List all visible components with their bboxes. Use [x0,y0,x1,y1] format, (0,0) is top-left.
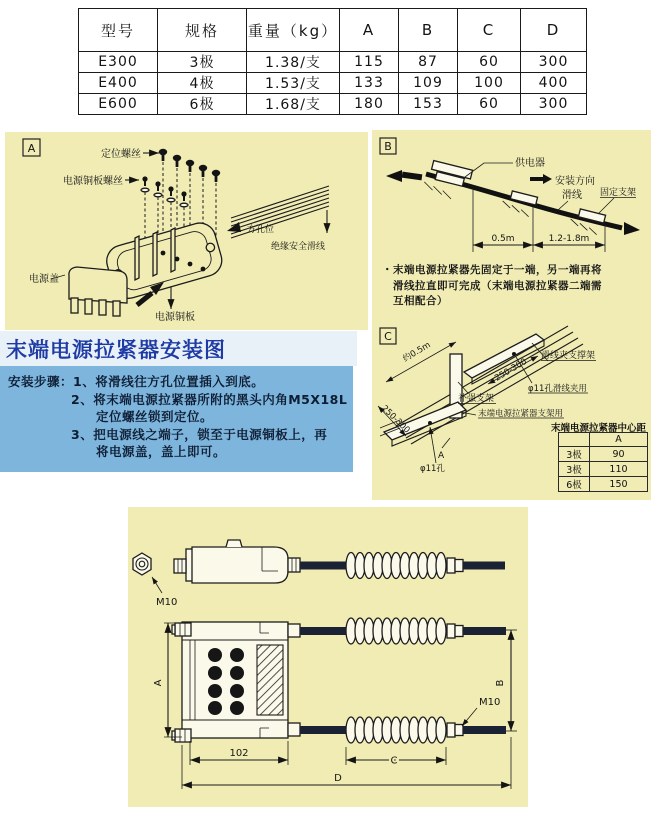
label-power-cover: 电源盖 [29,274,59,285]
rod [463,726,506,734]
cell: E300 [79,52,158,73]
table-row [79,94,587,115]
cell: 150 [590,477,648,492]
label-wire: 滑线 [562,190,582,201]
dim-102: 102 [229,748,249,759]
note-line: ・末端电源拉紧器先固定于一端，另一端再将 [382,264,602,276]
cell: 300 [521,52,587,73]
square-hole-arrow-icon [227,222,241,232]
dim-span-lower: 250-300 [379,403,412,436]
cell [559,433,590,447]
cell: 115 [340,52,399,73]
cell: 300 [521,94,587,115]
cell: 1.38/支 [247,52,340,73]
label-copper-screw: 电源铜板螺丝 [63,176,123,187]
rod [463,627,506,635]
positioning-screws [159,149,220,182]
cell: 110 [590,462,648,477]
side-view [174,540,505,583]
mini-table-title: 末端电源拉紧器中心距 [551,423,647,434]
install-title-band [0,331,357,366]
label-tensioner-bracket: 末端电源拉紧器支架用 [478,409,564,419]
cell: 400 [521,73,587,94]
wire-bracket [500,189,537,217]
label-square-hole: 方孔位 [247,225,275,235]
cell: 109 [399,73,458,94]
col-header-model: 型号 [79,9,158,52]
label-phi11-hole: φ11孔 [420,464,445,474]
label-a-mark: A [438,451,445,461]
install-steps [0,366,353,472]
col-header-b: B [399,9,458,52]
cell: 60 [458,52,521,73]
copper-plate-screws [141,176,188,206]
panel-bc [372,130,651,500]
step-line: 定位螺丝锁到定位。 [96,409,214,424]
label-m10-nut: M10 [156,597,178,608]
panel-a [5,132,368,330]
table-row [79,52,587,73]
tensioner-drawing [128,507,528,807]
cell: 180 [340,94,399,115]
center-distance-table [558,432,648,492]
note-line: 滑线拉直即可完成（末端电源拉紧器二端需 [393,279,602,292]
cell: 6极 [559,477,590,492]
cell: 90 [590,447,648,462]
spring [346,717,446,743]
label-m10-rod: M10 [479,697,501,708]
cell: 3极 [559,447,590,462]
cell: 87 [399,52,458,73]
label-clamp-bracket: 滑线夹支撑架 [541,351,596,361]
cell: 153 [399,94,458,115]
direction-arrow-icon [543,174,552,184]
panel-drawing [128,507,528,807]
cell: 3极 [158,52,247,73]
cell: 100 [458,73,521,94]
dim-a: A [153,679,164,687]
label-feeder: 供电器 [515,158,545,169]
label-hole-clamp: φ11孔滑线夹用 [528,384,587,394]
label-reinforce: 补强支架 [458,394,495,404]
cell: 4极 [158,73,247,94]
cell: A [590,433,648,447]
label-bracket: 固定支架 [600,188,637,198]
safety-wire-rail [231,186,329,238]
wire-left-arrow-icon [386,170,402,182]
table-row [559,462,648,477]
table-row [559,447,648,462]
label-copper-plate: 电源铜板 [155,312,195,323]
cell: 1.53/支 [247,73,340,94]
cell: E400 [79,73,158,94]
plan-view [172,618,506,743]
rod [300,627,346,635]
note-line: 互相配合） [393,295,448,307]
step-line: 将电源盖，盖上即可。 [96,444,227,459]
page-title: 末端电源拉紧器安装图 [6,337,226,362]
dim-span-upper: 250-300 [493,356,529,384]
col-header-d: D [521,9,587,52]
spec-header-row [79,9,587,52]
tag-c: C [384,330,392,343]
col-header-a: A [340,9,399,52]
power-cover [69,267,127,316]
dim-approx-05m: 约0.5m [401,340,433,365]
panel-b-note [382,263,646,310]
dim-05m: 0.5m [491,234,515,244]
table-row [559,433,648,447]
dim-d: D [334,773,342,784]
cell: 1.68/支 [247,94,340,115]
cell: 6极 [158,94,247,115]
spec-table [78,8,587,115]
step-line: 3、把电源线之端子，锁至于电源铜板上，再 [71,426,328,442]
dim-12-18m: 1.2-1.8m [548,234,590,244]
cell: E600 [79,94,158,115]
tag-a: A [27,142,36,155]
table-row [79,73,587,94]
cell: 60 [458,94,521,115]
wire-end-arrow-icon [624,222,640,235]
label-positioning-screw: 定位螺丝 [101,149,141,160]
step-line: 2、将末端电源拉紧器所附的黑头内角M5X18L [71,391,348,407]
label-direction: 安装方向 [555,176,595,187]
m10-nut [133,553,151,575]
rod [463,562,505,570]
label-safety-wire: 绝缘安全滑线 [271,242,326,252]
rod [300,562,346,570]
feeder-unit [422,160,473,203]
rod [300,726,346,734]
hatched-plate [257,645,283,715]
spring [346,618,446,644]
dim-b: B [495,679,506,687]
cell: 133 [340,73,399,94]
step-line: 安装步骤：1、将滑线往方孔位置插入到底。 [8,374,265,389]
cell: 3极 [559,462,590,477]
tag-b: B [384,140,392,153]
dim-c: C [390,755,398,767]
spring [346,553,446,579]
table-row [559,477,648,492]
panel-a-diagram [5,132,368,330]
col-header-c: C [458,9,521,52]
col-header-spec: 规格 [158,9,247,52]
col-header-weight: 重量（kg） [247,9,340,52]
